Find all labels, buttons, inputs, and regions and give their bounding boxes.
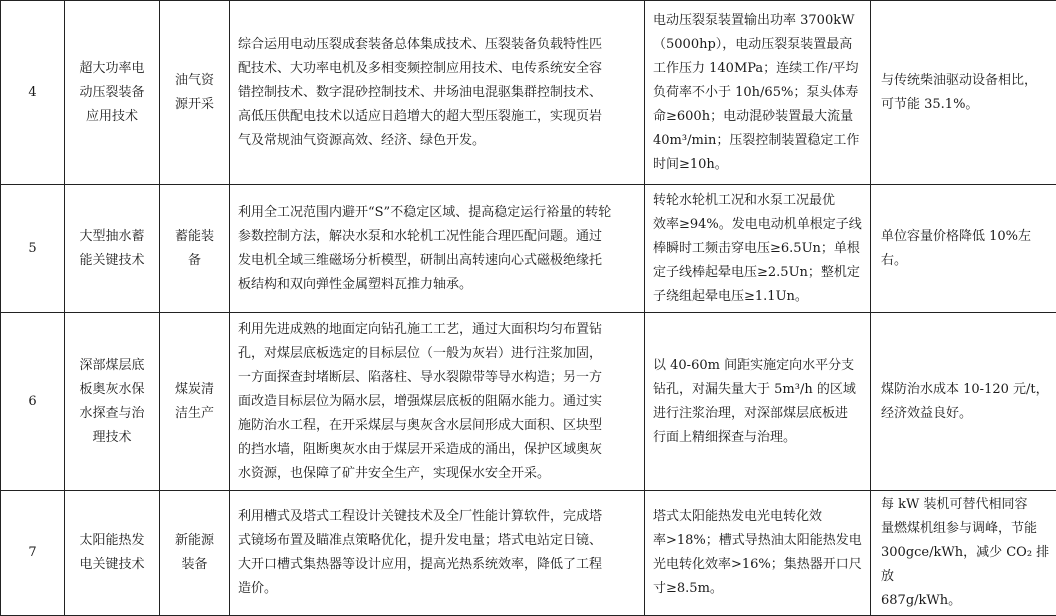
energy-saving-effect: 煤防治水成本 10-120 元/t， 经济效益良好。 — [871, 313, 1056, 491]
row-number: 5 — [1, 185, 65, 313]
technology-description: 利用先进成熟的地面定向钻孔施工工艺，通过大面积均匀布置钻 孔，对煤层底板选定的目标层位（一般为灰岩）进行注浆加固， 一方面探查封堵断层、陷落柱、导水裂隙带等导水构造；另一方 面改造目标层位为隔水层，增强煤层底板的阻隔水能力。通过实 施防治水工程，在开采煤层与奥灰含水层间形成大面积、区块型 的挡水墙，阻断奥灰水由于煤层开采造成的涌出，保护区域奥灰 水资源，也保障了矿井安全生产，实现保水安全开采。 — [230, 313, 645, 491]
table-row — [1, 313, 1056, 491]
industry-category: 煤炭清 洁生产 — [160, 313, 230, 491]
technology-description: 综合运用电动压裂成套装备总体集成技术、压裂装备负载特性匹 配技术、大功率电机及多相变频控制应用技术、电传系统安全容 错控制技术、数字混砂控制技术、井场油电混驱集群控制技术、 高低压供配电技术以适应日趋增大的超大型压裂施工，实现页岩 气及常规油气资源高效、经济、绿色开发。 — [230, 1, 645, 185]
energy-saving-effect: 与传统柴油驱动设备相比， 可节能 35.1%。 — [871, 1, 1056, 185]
row-number: 7 — [1, 491, 65, 616]
key-parameters: 电动压裂泵装置输出功率 3700kW （5000hp），电动压裂泵装置最高 工作压力 140MPa；连续工作/平均 负荷率不小于 10h/65%；泵头体寿 命≥600h；电动混砂装置最大流量 40m³/min；压裂控制装置稳定工作 时间≥10h。 — [645, 1, 871, 185]
energy-saving-effect: 每 kW 装机可替代相同容 量燃煤机组参与调峰，节能 300gce/kWh，减少 CO₂ 排放 687g/kWh。 — [871, 491, 1056, 616]
industry-category: 油气资 源开采 — [160, 1, 230, 185]
technology-name: 太阳能热发 电关键技术 — [65, 491, 160, 616]
industry-category: 蓄能装 备 — [160, 185, 230, 313]
technology-description: 利用槽式及塔式工程设计关键技术及全厂性能计算软件，完成塔 式镜场布置及瞄准点策略优化，提升发电量；塔式电站定日镜、 大开口槽式集热器等设计应用，提高光热系统效率，降低了工程 造价。 — [230, 491, 645, 616]
technology-name: 大型抽水蓄 能关键技术 — [65, 185, 160, 313]
table-row — [1, 491, 1056, 616]
table-row — [1, 185, 1056, 313]
row-number: 6 — [1, 313, 65, 491]
industry-category: 新能源 装备 — [160, 491, 230, 616]
key-parameters: 以 40-60m 间距实施定向水平分支 钻孔，对漏失量大于 5m³/h 的区域 进行注浆治理，对深部煤层底板进 行面上精细探查与治理。 — [645, 313, 871, 491]
row-number: 4 — [1, 1, 65, 185]
key-parameters: 转轮水轮机工况和水泵工况最优 效率≥94%。发电电动机单根定子线 棒瞬时工频击穿电压≥6.5Un；单根 定子线棒起晕电压≥2.5Un；整机定 子绕组起晕电压≥1.1Un。 — [645, 185, 871, 313]
energy-saving-effect: 单位容量价格降低 10%左 右。 — [871, 185, 1056, 313]
table-row — [1, 1, 1056, 185]
technology-name: 深部煤层底 板奥灰水保 水探查与治 理技术 — [65, 313, 160, 491]
technology-name: 超大功率电 动压裂装备 应用技术 — [65, 1, 160, 185]
technology-description: 利用全工况范围内避开“S”不稳定区域、提高稳定运行裕量的转轮 参数控制方法，解决水泵和水轮机工况性能合理匹配问题。通过 发电机全域三维磁场分析模型，研制出高转速向心式磁极绝缘托 板结构和双向弹性金属塑料瓦推力轴承。 — [230, 185, 645, 313]
key-parameters: 塔式太阳能热发电光电转化效 率>18%；槽式导热油太阳能热发电 光电转化效率>16%；集热器开口尺 寸≥8.5m。 — [645, 491, 871, 616]
